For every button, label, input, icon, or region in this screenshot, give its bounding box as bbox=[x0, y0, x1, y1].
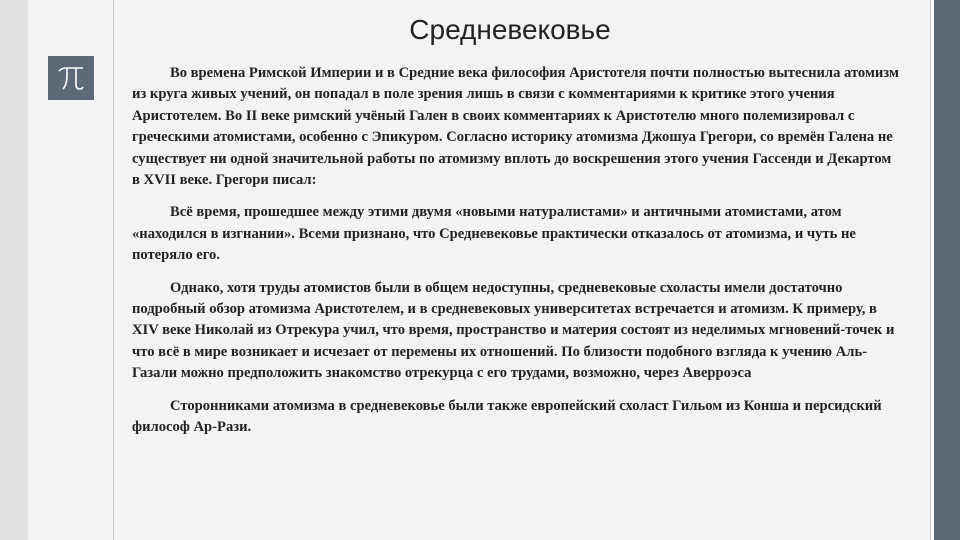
left-divider-line bbox=[113, 0, 114, 540]
pi-glyph bbox=[56, 65, 86, 91]
pi-icon bbox=[48, 56, 94, 100]
right-accent-bar bbox=[934, 0, 960, 540]
slide-body bbox=[132, 63, 900, 439]
paragraph-3: Однако, хотя труды атомистов были в общем недоступны, средневековые схоласты имели достаточно подробный обзор атомизма Аристотелем, и в средневековых университетах встречается и атомизм. К примеру, в XIV веке Николай из Отрекура учил, что время, пространство и материя состоят из неделимых мгновений-точек и что всё в мире возникает и исчезает от перемены их отношений. По близости подобного взгляда к учению Аль-Газали можно предположить знакомство отрекурца с его трудами, возможно, через Аверроэса bbox=[132, 279, 895, 382]
paragraph-4: Сторонниками атомизма в средневековье были также европейский схоласт Гильом из Конша и персидский философ Ар-Рази. bbox=[132, 397, 882, 436]
slide-title: Средневековье bbox=[409, 14, 611, 45]
paragraph-2: Всё время, прошедшее между этими двумя «новыми натуралистами» и античными атомистами, атом «находился в изгнании». Всеми признано, что Средневековье практически отказалось от атомизма, и чуть не потеряло его. bbox=[132, 204, 856, 264]
paragraph-1: Во времена Римской Империи и в Средние века философия Аристотеля почти полностью вытеснила атомизм из круга живых учений, он попадал в поле зрения лишь в связи с комментариями к критике этого учения Аристотелем. Во II веке римский учёный Гален в своих комментариях к Аристотелю много полемизировал с греческими атомистами, особенно с Эпикуром. Согласно историку атомизма Джошуа Грегори, со времён Галена не существует ни одной значительной работы по атомизму вплоть до воскрешения этого учения Гассенди и Декартом в XVII веке. Грегори писал: bbox=[132, 65, 899, 189]
left-margin-strip bbox=[0, 0, 28, 540]
